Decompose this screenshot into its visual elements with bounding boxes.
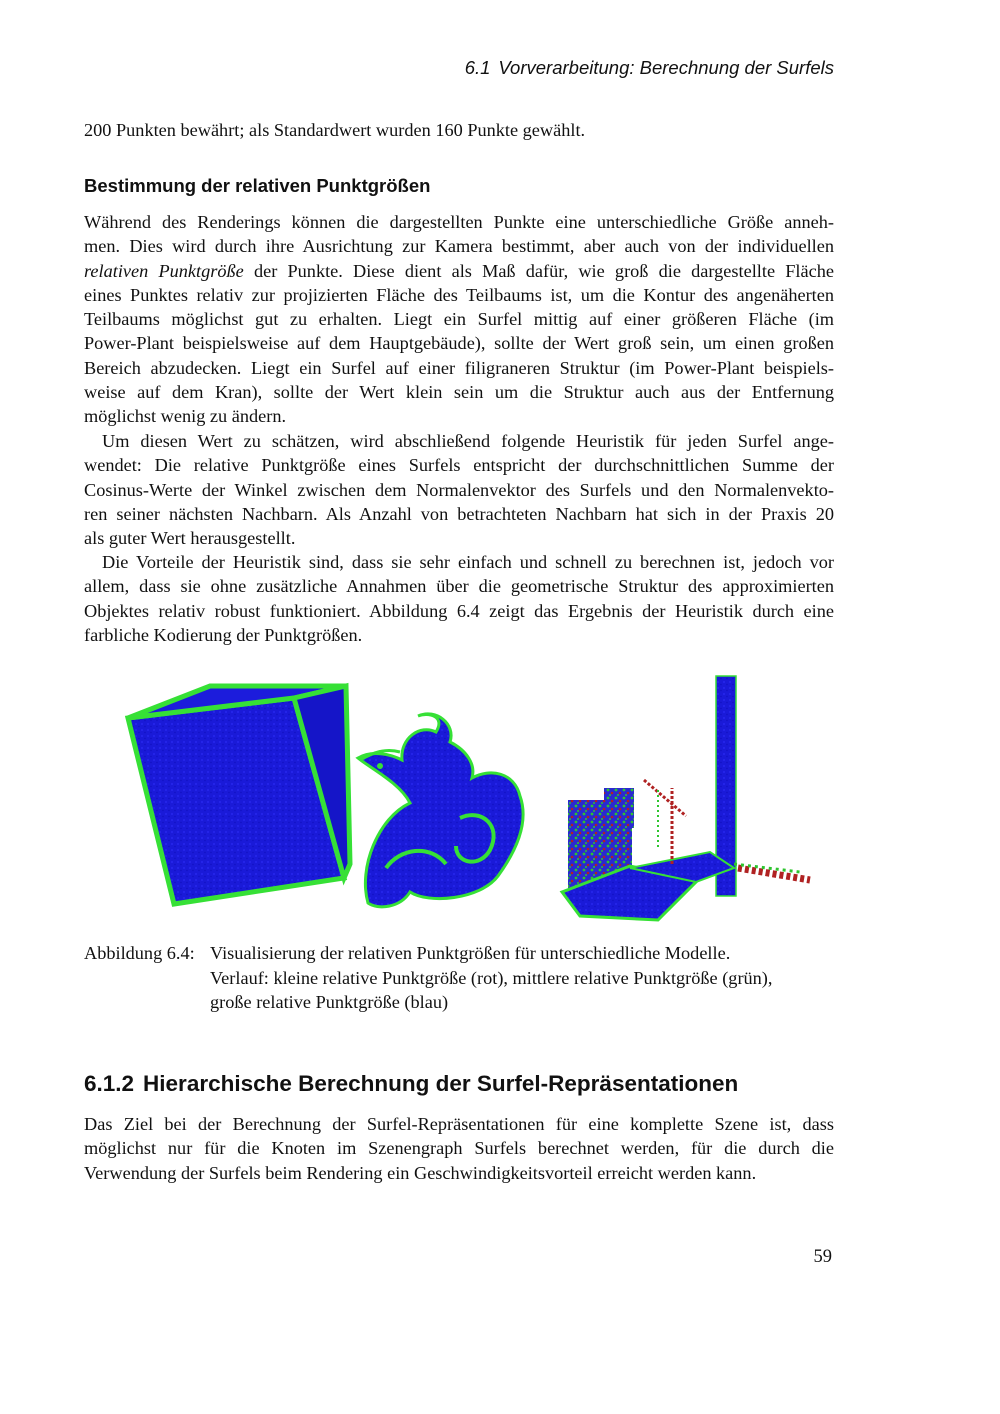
text-line: ren seiner nächsten Nachbarn. Als Anzahl von betrachteten Nachbarn hat sich in der Praxis 20 bbox=[84, 503, 834, 524]
cube-model bbox=[128, 686, 350, 904]
figure-graphic bbox=[110, 668, 820, 928]
crane-boom bbox=[644, 780, 686, 816]
text-line: möglichst wenig zu ändern. bbox=[84, 406, 287, 427]
dragon-body bbox=[358, 714, 523, 907]
text-line: men. Dies wird durch ihre Ausrichtung zur Kamera bestimmt, aber auch von der individuellen bbox=[84, 236, 834, 257]
intro-line bbox=[84, 118, 834, 142]
text-line: Objektes relativ robust funktioniert. Abbildung 6.4 zeigt das Ergebnis der Heuristik durch eine bbox=[84, 600, 834, 621]
text-line: Die Vorteile der Heuristik sind, dass sie sehr einfach und schnell zu berechnen ist, jedoch vor bbox=[102, 552, 834, 572]
figure-caption-text bbox=[210, 941, 840, 1015]
text-line: weise auf dem Kran), sollte der Wert klein sein um die Struktur auch aus der Entfernung bbox=[84, 382, 834, 403]
text-line: Das Ziel bei der Berechnung der Surfel-Repräsentationen für eine komplette Szene ist, dass bbox=[84, 1114, 834, 1134]
text-line: allem, dass sie ohne zusätzliche Annahmen über die geometrische Struktur des approximierten bbox=[84, 576, 834, 597]
power-plant-model bbox=[562, 676, 810, 920]
paragraph-heuristic bbox=[84, 429, 834, 550]
paragraph-advantages bbox=[84, 550, 834, 647]
header-section-number: 6.1 bbox=[464, 57, 491, 78]
figure-label: Abbildung 6.4: bbox=[84, 943, 195, 963]
caption-line: große relative Punktgröße (blau) bbox=[210, 992, 449, 1013]
section-heading bbox=[84, 1071, 738, 1097]
text-line: Um diesen Wert zu schätzen, wird abschließend folgende Heuristik für jeden Surfel ange- bbox=[102, 431, 834, 451]
page-number: 59 bbox=[813, 1247, 832, 1267]
header-section-title: Vorverarbeitung: Berechnung der Surfels bbox=[498, 57, 834, 78]
paragraph-hierarchical bbox=[84, 1112, 834, 1185]
dragon-eye bbox=[377, 763, 383, 769]
text-line: 200 Punkten bewährt; als Standardwert wurden 160 Punkte gewählt. bbox=[84, 120, 586, 140]
pipeline bbox=[738, 868, 810, 880]
text-line: eines Punktes relativ zur projizierten Fläche des Teilbaums ist, um die Kontur des angenäherten bbox=[84, 284, 834, 305]
building-annex bbox=[604, 788, 634, 828]
text-line: als guter Wert herausgestellt. bbox=[84, 528, 296, 549]
text-line: Cosinus-Werte der Winkel zwischen dem Normalenvektor des Surfels und den Normalenvekto- bbox=[84, 479, 834, 500]
figure-point-size-visualization bbox=[110, 668, 820, 928]
dragon-model bbox=[358, 714, 523, 907]
text-line: Verwendung der Surfels beim Rendering ein Geschwindigkeitsvorteil erreicht werden kann. bbox=[84, 1162, 757, 1183]
section-number: 6.1.2 bbox=[84, 1071, 135, 1096]
text-line: farbliche Kodierung der Punktgrößen. bbox=[84, 624, 363, 645]
paragraph-relative-point-size bbox=[84, 210, 834, 429]
text-line bbox=[84, 259, 834, 283]
text-line: möglichst nur für die Knoten im Szenengraph Surfels berechnet werden, für die durch die bbox=[84, 1138, 834, 1159]
text-line: Teilbaums möglichst gut zu erhalten. Liegt ein Surfel mittig auf einer größeren Fläche (im bbox=[84, 309, 834, 330]
caption-line: Visualisierung der relativen Punktgrößen für unterschiedliche Modelle. bbox=[210, 943, 731, 963]
text-line: Während des Renderings können die dargestellten Punkte eine unterschiedliche Größe anneh- bbox=[84, 212, 834, 232]
text-line: wendet: Die relative Punktgröße eines Surfels entspricht der durchschnittlichen Summe der bbox=[84, 455, 834, 476]
subsection-heading: Bestimmung der relativen Punktgrößen bbox=[84, 175, 431, 196]
running-header bbox=[84, 57, 834, 79]
emphasized-term: relativen Punktgröße bbox=[84, 260, 244, 281]
text-line: Power-Plant beispielsweise auf dem Hauptgebäude), sollte der Wert groß sein, um einen großen bbox=[84, 333, 834, 354]
section-title: Hierarchische Berechnung der Surfel-Repräsentationen bbox=[143, 1071, 739, 1096]
caption-line: Verlauf: kleine relative Punktgröße (rot), mittlere relative Punktgröße (grün), bbox=[210, 967, 773, 988]
text-line: Bereich abzudecken. Liegt ein Surfel auf einer filigraneren Struktur (im Power-Plant beispiels- bbox=[84, 357, 834, 378]
text-fragment: der Punkte. Diese dient als Maß dafür, wie groß die dargestellte Fläche bbox=[243, 260, 834, 281]
